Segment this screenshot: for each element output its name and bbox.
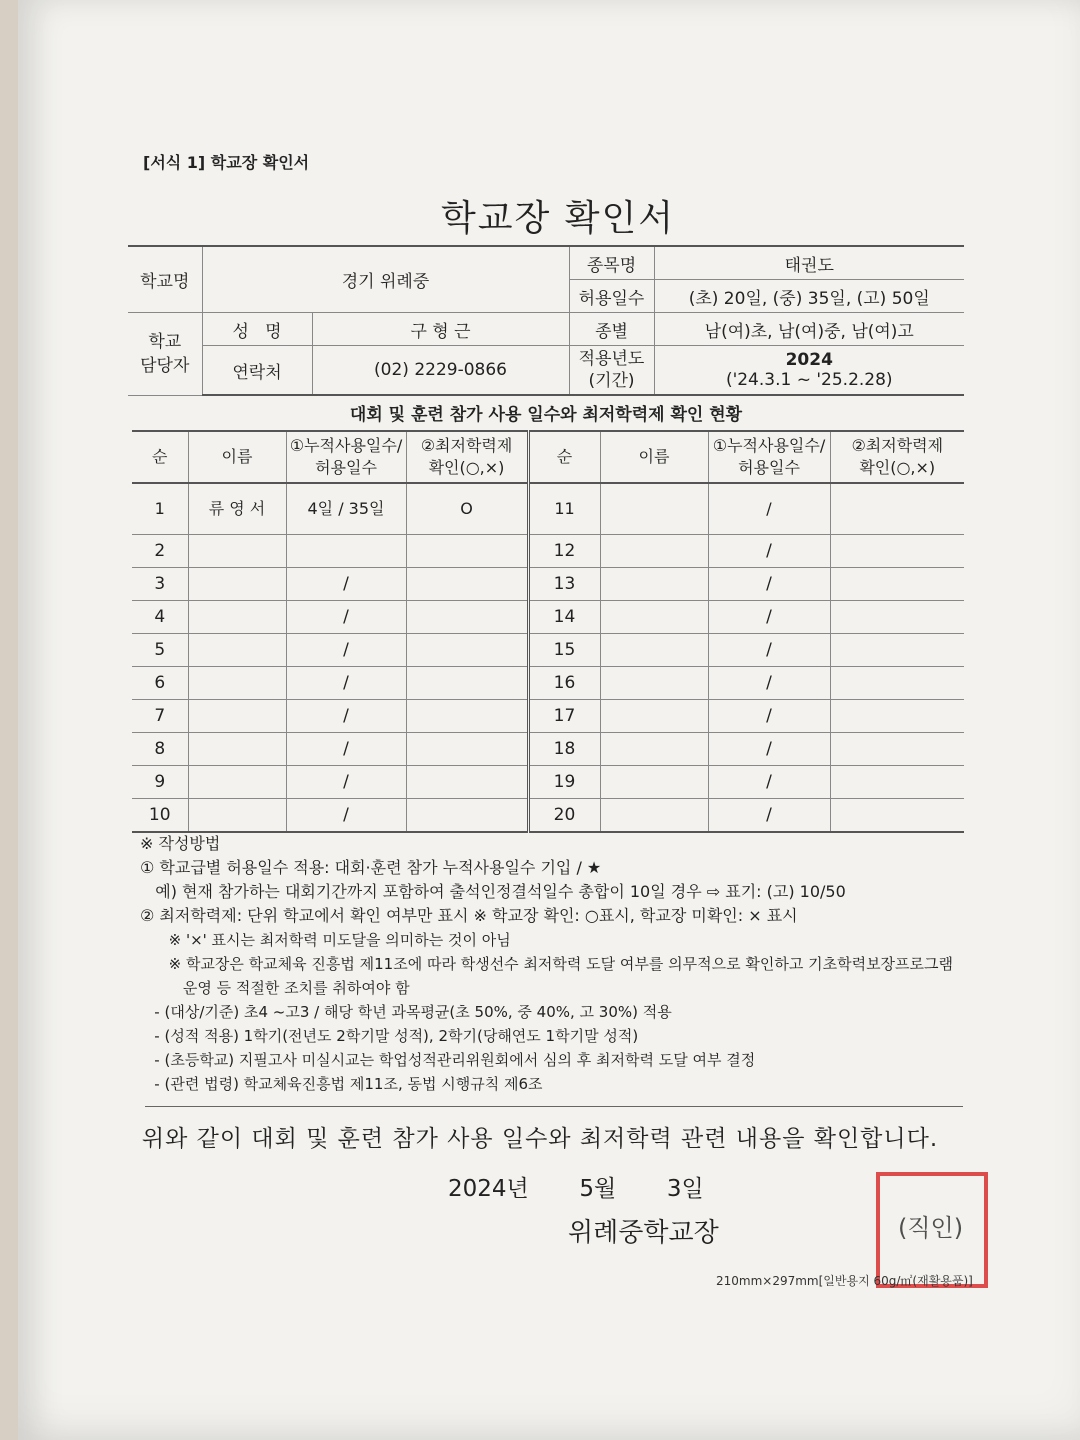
instructions	[140, 832, 970, 1096]
row-days: /	[286, 733, 406, 766]
row-no: 18	[528, 733, 600, 766]
row-no: 19	[528, 766, 600, 799]
row-no: 12	[528, 535, 600, 568]
row-no: 11	[528, 483, 600, 535]
row-check	[406, 568, 528, 601]
table-row	[132, 667, 964, 700]
allowed-label: 허용일수	[569, 280, 654, 313]
row-name	[188, 667, 286, 700]
section-title: 대회 및 훈련 참가 사용 일수와 최저학력제 확인 현황	[349, 405, 743, 425]
row-name	[600, 483, 708, 535]
row-days	[286, 535, 406, 568]
allowed-value: (초) 20일, (중) 35일, (고) 50일	[654, 280, 964, 313]
note-line: - (대상/기준) 초4 ~고3 / 해당 학년 과목평균(초 50%, 중 40%, 고 30%) 적용	[140, 1003, 672, 1021]
row-days: /	[286, 601, 406, 634]
table-row	[132, 733, 964, 766]
row-days: /	[708, 634, 830, 667]
stamp-mark: (직인)	[898, 1214, 964, 1242]
row-days: /	[708, 568, 830, 601]
row-check	[406, 700, 528, 733]
info-table	[128, 245, 964, 396]
type-value: 남(여)초, 남(여)중, 남(여)고	[654, 313, 964, 346]
row-name	[188, 700, 286, 733]
header-check-right: ②최저학력제 확인(○,×)	[830, 431, 964, 483]
date-year: 2024년	[448, 1176, 529, 1202]
table-row	[132, 700, 964, 733]
row-no: 6	[132, 667, 188, 700]
row-name	[188, 535, 286, 568]
row-check	[830, 733, 964, 766]
row-name	[600, 568, 708, 601]
row-no: 10	[132, 799, 188, 833]
row-name	[188, 601, 286, 634]
note-line: 운영 등 적절한 조치를 취하여야 함	[140, 979, 410, 997]
row-days: 4일 / 35일	[286, 483, 406, 535]
year-value: 2024	[785, 350, 833, 370]
row-name	[600, 733, 708, 766]
row-days: /	[286, 799, 406, 833]
row-name	[600, 601, 708, 634]
row-no: 15	[528, 634, 600, 667]
row-no: 5	[132, 634, 188, 667]
date-month: 5월	[579, 1176, 617, 1202]
row-check	[406, 601, 528, 634]
row-check	[830, 483, 964, 535]
row-name	[188, 733, 286, 766]
row-days: /	[286, 766, 406, 799]
name-value: 구 형 근	[312, 313, 569, 346]
row-name	[188, 568, 286, 601]
header-name-right: 이름	[600, 431, 708, 483]
row-days: /	[286, 667, 406, 700]
issue-date	[448, 1170, 704, 1203]
row-name: 류 영 서	[188, 483, 286, 535]
row-no: 1	[132, 483, 188, 535]
confirmation-statement: 위와 같이 대회 및 훈련 참가 사용 일수와 최저학력 관련 내용을 확인합니다.	[141, 1126, 939, 1152]
type-label: 종별	[569, 313, 654, 346]
row-days: /	[708, 535, 830, 568]
header-check-left: ②최저학력제 확인(○,×)	[406, 431, 528, 483]
contact-value: (02) 2229-0866	[312, 346, 569, 396]
teacher-label: 학교 담당자	[128, 313, 202, 396]
row-check	[830, 700, 964, 733]
contact-label: 연락처	[202, 346, 312, 396]
row-no: 7	[132, 700, 188, 733]
date-day: 3일	[666, 1176, 704, 1202]
row-name	[600, 667, 708, 700]
year-label: 적용년도 (기간)	[569, 346, 654, 396]
row-days: /	[708, 700, 830, 733]
row-check	[406, 634, 528, 667]
document-title: 학교장 확인서	[440, 198, 676, 239]
row-name	[188, 634, 286, 667]
row-days: /	[286, 568, 406, 601]
note-line: - (관련 법령) 학교체육진흥법 제11조, 동법 시행규칙 제6조	[140, 1075, 543, 1093]
principal-name: 위례중학교장	[568, 1218, 719, 1248]
event-label: 종목명	[569, 246, 654, 280]
table-row	[132, 535, 964, 568]
name-label: 성 명	[202, 313, 312, 346]
row-check	[830, 667, 964, 700]
row-name	[600, 766, 708, 799]
row-name	[188, 766, 286, 799]
row-no: 2	[132, 535, 188, 568]
table-row	[132, 483, 964, 535]
row-no: 13	[528, 568, 600, 601]
note-line: 예) 현재 참가하는 대회기간까지 포함하여 출석인정결석일수 총합이 10일 경우 ⇨ 표기: (고) 10/50	[140, 882, 846, 901]
row-check	[830, 535, 964, 568]
table-row	[132, 601, 964, 634]
divider	[145, 1106, 963, 1107]
row-no: 20	[528, 799, 600, 833]
table-row	[132, 799, 964, 833]
table-row	[132, 568, 964, 601]
row-check	[406, 667, 528, 700]
event-value: 태권도	[654, 246, 964, 280]
row-no: 9	[132, 766, 188, 799]
paper-spec-footer: 210mm×297mm[일반용지 60g/㎡(재활용품)]	[716, 1274, 973, 1288]
row-days: /	[286, 634, 406, 667]
row-no: 17	[528, 700, 600, 733]
period-value: ('24.3.1 ~ '25.2.28)	[725, 370, 893, 390]
row-days: /	[708, 667, 830, 700]
note-line: - (초등학교) 지필고사 미실시교는 학업성적관리위원회에서 심의 후 최저학력 도달 여부 결정	[140, 1051, 756, 1069]
note-line: ※ 학교장은 학교체육 진흥법 제11조에 따라 학생선수 최저학력 도달 여부를 의무적으로 확인하고 기초학력보장프로그램	[140, 955, 954, 973]
form-label: [서식 1] 학교장 확인서	[143, 153, 310, 172]
note-line: ① 학교급별 허용일수 적용: 대회·훈련 참가 누적사용일수 기입 / ★	[140, 858, 602, 877]
row-no: 3	[132, 568, 188, 601]
table-row	[132, 634, 964, 667]
row-no: 14	[528, 601, 600, 634]
school-value: 경기 위례중	[202, 246, 569, 313]
row-days: /	[708, 766, 830, 799]
row-name	[600, 799, 708, 833]
row-name	[600, 700, 708, 733]
row-check	[830, 766, 964, 799]
row-days: /	[708, 799, 830, 833]
note-line: - (성적 적용) 1학기(전년도 2학기말 성적), 2학기(당해연도 1학기말 성적)	[140, 1027, 639, 1045]
row-days: /	[708, 483, 830, 535]
row-check: O	[406, 483, 528, 535]
row-check	[830, 568, 964, 601]
note-line: ※ 작성방법	[140, 834, 221, 853]
header-no-left: 순	[132, 431, 188, 483]
header-no-right: 순	[528, 431, 600, 483]
participation-table	[132, 430, 964, 833]
school-label: 학교명	[128, 246, 202, 313]
header-days-right: ①누적사용일수/ 허용일수	[708, 431, 830, 483]
note-line: ② 최저학력제: 단위 학교에서 확인 여부만 표시 ※ 학교장 확인: ○표시, 학교장 미확인: × 표시	[140, 906, 798, 925]
table-row	[132, 766, 964, 799]
row-name	[188, 799, 286, 833]
row-check	[830, 634, 964, 667]
row-name	[600, 634, 708, 667]
table-header-row	[132, 431, 964, 483]
row-check	[406, 733, 528, 766]
row-days: /	[708, 601, 830, 634]
row-check	[830, 601, 964, 634]
row-days: /	[286, 700, 406, 733]
row-no: 4	[132, 601, 188, 634]
row-days: /	[708, 733, 830, 766]
row-no: 8	[132, 733, 188, 766]
row-no: 16	[528, 667, 600, 700]
official-seal-stamp	[876, 1172, 988, 1288]
header-days-left: ①누적사용일수/ 허용일수	[286, 431, 406, 483]
year-cell	[654, 346, 964, 396]
row-check	[406, 799, 528, 833]
row-check	[830, 799, 964, 833]
note-line: ※ '×' 표시는 최저학력 미도달을 의미하는 것이 아님	[140, 931, 511, 949]
row-name	[600, 535, 708, 568]
header-name-left: 이름	[188, 431, 286, 483]
row-check	[406, 535, 528, 568]
row-check	[406, 766, 528, 799]
